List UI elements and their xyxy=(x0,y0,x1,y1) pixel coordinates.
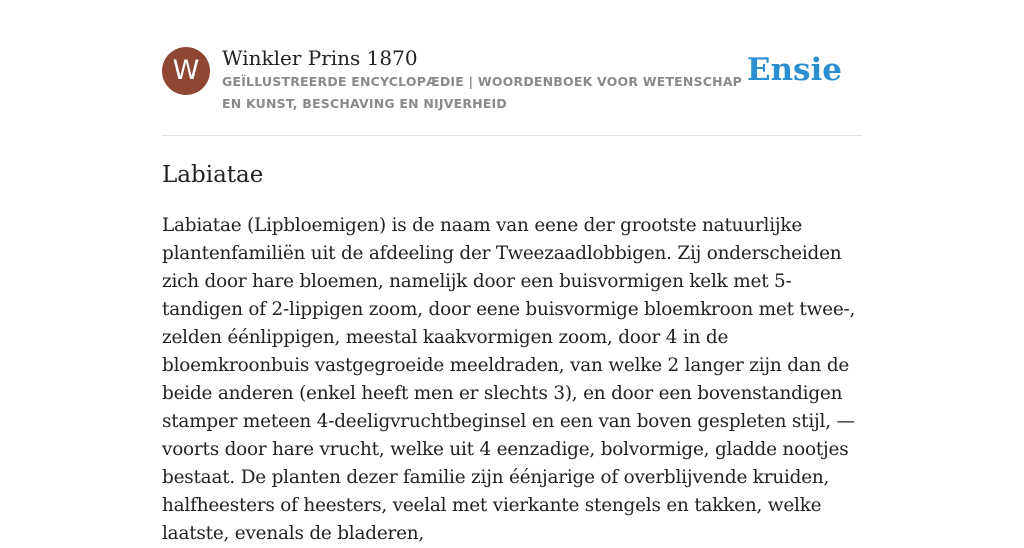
source-avatar[interactable]: W xyxy=(162,47,210,95)
site-header xyxy=(162,46,862,116)
source-subtitle: GEÏLLUSTREERDE ENCYCLOPÆDIE | WOORDENBOEK VOOR WETENSCHAP EN KUNST, BESCHAVING EN NIJVERHEID xyxy=(222,74,743,111)
entry-title: Labiatae xyxy=(162,162,264,188)
header-divider xyxy=(162,135,862,136)
entry-body: Labiatae (Lipbloemigen) is de naam van eene der grootste natuurlijke plantenfamiliën uit de afdeeling der Tweezaadlobbigen. Zij onderscheiden zich door hare bloemen, namelijk door een buisvormigen kelk met 5-tandigen of 2-lippigen zoom, door eene buisvormige bloemkroon met twee-, zelden éénlippigen, meestal kaakvormigen zoom, door 4 in de bloemkroonbuis vastgegroeide meeldraden, van welke 2 langer zijn dan de beide anderen (enkel heeft men er slechts 3), en door een bovenstandigen stamper meteen 4-deeligvruchtbeginsel en een van boven gespleten stijl, — voorts door hare vrucht, welke uit 4 eenzadige, bolvormige, gladde nootjes bestaat. De planten dezer familie zijn éénjarige of overblijvende kruiden, halfheesters of heesters, veelal met vierkante stengels en takken, welke laatste, evenals de bladeren, xyxy=(162,215,856,544)
ensie-logo[interactable]: Ensie xyxy=(746,52,842,88)
source-title[interactable]: Winkler Prins 1870 xyxy=(222,46,418,70)
